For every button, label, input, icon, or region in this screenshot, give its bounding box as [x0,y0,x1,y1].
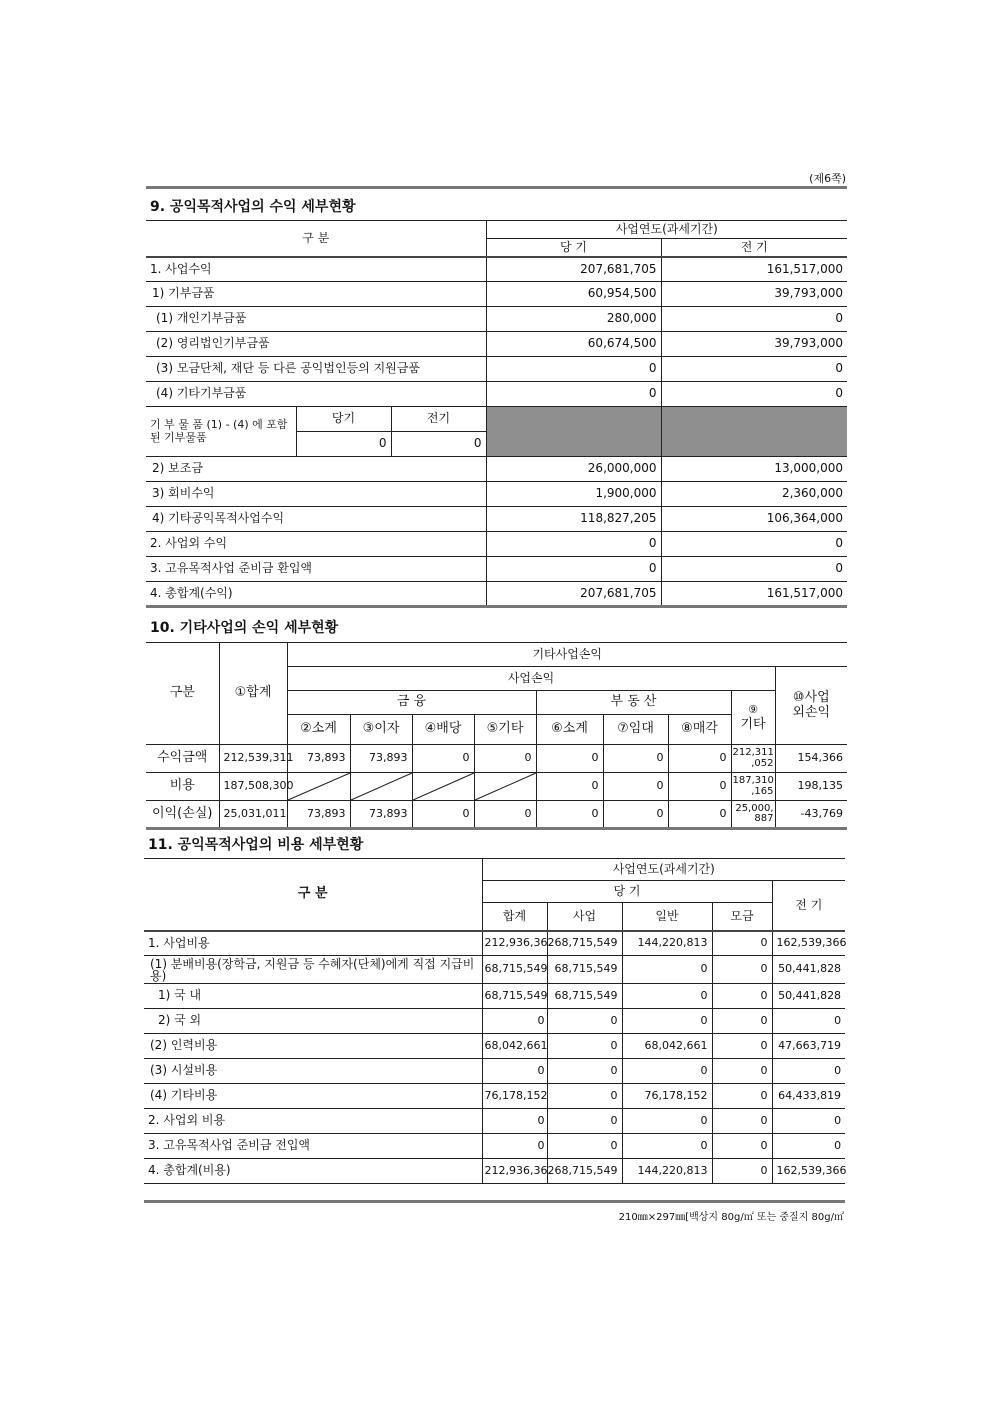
revenue-total: 212,539,311 [219,745,287,773]
profit-dividend: 0 [412,801,474,829]
paper-spec-note: 210㎜×297㎜[백상지 80g/㎡ 또는 중질지 80g/㎡ [618,1212,844,1223]
fundraising-value: 0 [712,1109,772,1134]
interest-header: ③이자 [350,715,412,745]
prior-value: 0 [772,1134,845,1159]
other-pl-header: 기타사업손익 [287,643,847,667]
fundraising-value: 0 [712,931,772,956]
current-value: 0 [486,532,661,557]
profit-interest: 73,893 [350,801,412,829]
total-business-value: 68,715,549 [547,1159,622,1184]
total-prior-value: 161,517,000 [661,582,847,607]
income-detail-table [146,220,847,608]
total-header: ①합계 [219,643,287,745]
section-9-title: 9. 공익목적사업의 수익 세부현황 [150,199,356,215]
sum-value: 76,178,152 [482,1084,547,1109]
expense-non-business: 198,135 [775,773,847,801]
realestate-header: 부 동 산 [536,691,731,715]
sum-value: 212,936,362 [482,931,547,956]
profit-other-line2: 887 [754,813,774,824]
prior-value: 0 [661,557,847,582]
other-header [731,691,775,745]
current-value: 0 [486,557,661,582]
prior-value: 2,360,000 [661,482,847,507]
fundraising-value: 0 [712,956,772,984]
goods-current-header: 당기 [296,407,391,432]
subtotal-finance-header: ②소계 [287,715,350,745]
profit-sale: 0 [668,801,731,829]
total-label: 4. 총합계(비용) [144,1159,482,1184]
business-value: 68,715,549 [547,984,622,1009]
revenue-row-label: 수익금액 [146,745,219,773]
expense-detail-table [144,858,845,1184]
revenue-dividend: 0 [412,745,474,773]
prior-header: 전 기 [772,881,845,931]
sum-value: 68,715,549 [482,984,547,1009]
row-label: (4) 기타비용 [144,1084,482,1109]
current-value: 280,000 [486,307,661,332]
expense-other-line1: 187,310 [732,775,774,786]
other-label: 기타 [740,716,766,732]
current-value: 26,000,000 [486,457,661,482]
general-value: 144,220,813 [622,931,712,956]
category-header: 구 분 [146,221,486,257]
prior-value: 0 [661,532,847,557]
total-general-value: 144,220,813 [622,1159,712,1184]
row-label: 1. 사업수익 [146,257,486,282]
row-label: 2) 보조금 [146,457,486,482]
revenue-other [731,745,775,773]
revenue-finance-subtotal: 73,893 [287,745,350,773]
current-value: 118,827,205 [486,507,661,532]
goods-current-value: 0 [296,432,391,457]
prior-value: 50,441,828 [772,984,845,1009]
diagonal-cell [474,773,536,801]
row-label: 2. 사업외 수익 [146,532,486,557]
profit-other [731,801,775,829]
profit-non-business: -43,769 [775,801,847,829]
current-value: 0 [486,382,661,407]
profit-other-line1: 25,000, [735,802,774,814]
prior-value: 0 [772,1009,845,1034]
profit-finance-subtotal: 73,893 [287,801,350,829]
donated-goods-label: 기 부 물 품 (1) - (4) 에 포함된 기부물품 [146,407,296,457]
prior-value: 162,539,366 [772,931,845,956]
category-header: 구분 [146,643,219,745]
profit-total: 25,031,011 [219,801,287,829]
sale-header: ⑧매각 [668,715,731,745]
fundraising-value: 0 [712,1134,772,1159]
other-number: ⑨ [748,703,758,717]
finance-other-header: ⑤기타 [474,715,536,745]
business-header: 사업 [547,903,622,931]
section-10-title: 10. 기타사업의 손익 세부현황 [150,620,339,636]
finance-header: 금 융 [287,691,536,715]
business-value: 68,715,549 [547,931,622,956]
row-label: 3. 고유목적사업 준비금 전입액 [144,1134,482,1159]
prior-value: 13,000,000 [661,457,847,482]
expense-realestate-subtotal: 0 [536,773,603,801]
prior-value: 0 [661,307,847,332]
row-label: 1) 기부금품 [146,282,486,307]
non-business-pl-line2: 외손익 [792,704,831,720]
profit-row-label: 이익(손실) [146,801,219,829]
top-rule [146,186,847,189]
general-value: 76,178,152 [622,1084,712,1109]
fundraising-value: 0 [712,984,772,1009]
row-label: 1. 사업비용 [144,931,482,956]
profit-rent: 0 [603,801,668,829]
category-header: 구 분 [144,859,482,931]
period-header: 사업연도(과세기간) [482,859,845,881]
diagonal-cell [287,773,350,801]
row-label: (3) 시설비용 [144,1059,482,1084]
prior-value: 39,793,000 [661,332,847,357]
business-value: 0 [547,1009,622,1034]
general-value: 0 [622,1109,712,1134]
sum-value: 0 [482,1134,547,1159]
current-header: 당 기 [486,239,661,257]
prior-value: 0 [661,357,847,382]
prior-value: 0 [772,1109,845,1134]
row-label: (3) 모금단체, 재단 등 다른 공익법인등의 지원금품 [146,357,486,382]
row-label: (4) 기타기부금품 [146,382,486,407]
fundraising-value: 0 [712,1084,772,1109]
rent-header: ⑦임대 [603,715,668,745]
shaded-cell [486,407,661,457]
expense-rent: 0 [603,773,668,801]
fundraising-value: 0 [712,1009,772,1034]
row-label: 2. 사업외 비용 [144,1109,482,1134]
total-current-value: 207,681,705 [486,582,661,607]
business-value: 0 [547,1059,622,1084]
prior-value: 47,663,719 [772,1034,845,1059]
current-value: 60,674,500 [486,332,661,357]
row-label: (1) 분배비용(장학금, 지원금 등 수혜자(단체)에게 직접 지급비용) [144,956,482,984]
revenue-finance-other: 0 [474,745,536,773]
row-label: (2) 인력비용 [144,1034,482,1059]
expense-other-line2: ,165 [751,785,774,797]
total-label: 4. 총합계(수익) [146,582,486,607]
business-value: 0 [547,1084,622,1109]
sum-value: 0 [482,1009,547,1034]
dividend-header: ④배당 [412,715,474,745]
current-value: 207,681,705 [486,257,661,282]
row-label: 3) 회비수익 [146,482,486,507]
expense-sale: 0 [668,773,731,801]
revenue-rent: 0 [603,745,668,773]
total-sum-value: 212,936,362 [482,1159,547,1184]
prior-value: 64,433,819 [772,1084,845,1109]
general-value: 0 [622,1059,712,1084]
revenue-non-business: 154,366 [775,745,847,773]
prior-value: 0 [661,382,847,407]
prior-value: 39,793,000 [661,282,847,307]
revenue-interest: 73,893 [350,745,412,773]
sum-value: 0 [482,1109,547,1134]
sum-value: 68,042,661 [482,1034,547,1059]
expense-row-label: 비용 [146,773,219,801]
page-number: (제6쪽) [809,172,846,185]
bottom-rule [144,1200,845,1203]
prior-value: 50,441,828 [772,956,845,984]
prior-value: 161,517,000 [661,257,847,282]
general-header: 일반 [622,903,712,931]
profit-finance-other: 0 [474,801,536,829]
row-label: 4) 기타공익목적사업수익 [146,507,486,532]
sum-header: 합계 [482,903,547,931]
general-value: 68,042,661 [622,1034,712,1059]
shaded-cell [661,407,847,457]
expense-total: 187,508,300 [219,773,287,801]
current-value: 60,954,500 [486,282,661,307]
other-business-pl-table [146,642,847,830]
business-value: 0 [547,1134,622,1159]
fundraising-value: 0 [712,1034,772,1059]
diagonal-cell [350,773,412,801]
row-label: 2) 국 외 [144,1009,482,1034]
non-business-pl-line1: ⑩사업 [792,690,830,706]
diagonal-cell [412,773,474,801]
revenue-sale: 0 [668,745,731,773]
current-value: 0 [486,357,661,382]
business-pl-header: 사업손익 [287,667,775,691]
goods-prior-header: 전기 [391,407,486,432]
total-fundraising-value: 0 [712,1159,772,1184]
revenue-realestate-subtotal: 0 [536,745,603,773]
section-11-title: 11. 공익목적사업의 비용 세부현황 [148,837,364,853]
general-value: 0 [622,1134,712,1159]
fundraising-header: 모금 [712,903,772,931]
period-header: 사업연도(과세기간) [486,221,847,239]
sum-value: 68,715,549 [482,956,547,984]
row-label: (1) 개인기부금품 [146,307,486,332]
prior-value: 0 [772,1059,845,1084]
row-label: (2) 영리법인기부금품 [146,332,486,357]
business-value: 0 [547,1109,622,1134]
goods-prior-value: 0 [391,432,486,457]
general-value: 0 [622,956,712,984]
row-label: 3. 고유목적사업 준비금 환입액 [146,557,486,582]
total-prior-value: 162,539,366 [772,1159,845,1184]
prior-header: 전 기 [661,239,847,257]
business-value: 0 [547,1034,622,1059]
revenue-other-line2: ,052 [751,757,774,769]
non-business-pl-header [775,667,847,745]
fundraising-value: 0 [712,1059,772,1084]
business-value: 68,715,549 [547,956,622,984]
general-value: 0 [622,984,712,1009]
subtotal-realestate-header: ⑥소계 [536,715,603,745]
current-header: 당 기 [482,881,772,903]
revenue-other-line1: 212,311 [732,747,774,758]
current-value: 1,900,000 [486,482,661,507]
row-label: 1) 국 내 [144,984,482,1009]
sum-value: 0 [482,1059,547,1084]
expense-other [731,773,775,801]
profit-realestate-subtotal: 0 [536,801,603,829]
general-value: 0 [622,1009,712,1034]
prior-value: 106,364,000 [661,507,847,532]
